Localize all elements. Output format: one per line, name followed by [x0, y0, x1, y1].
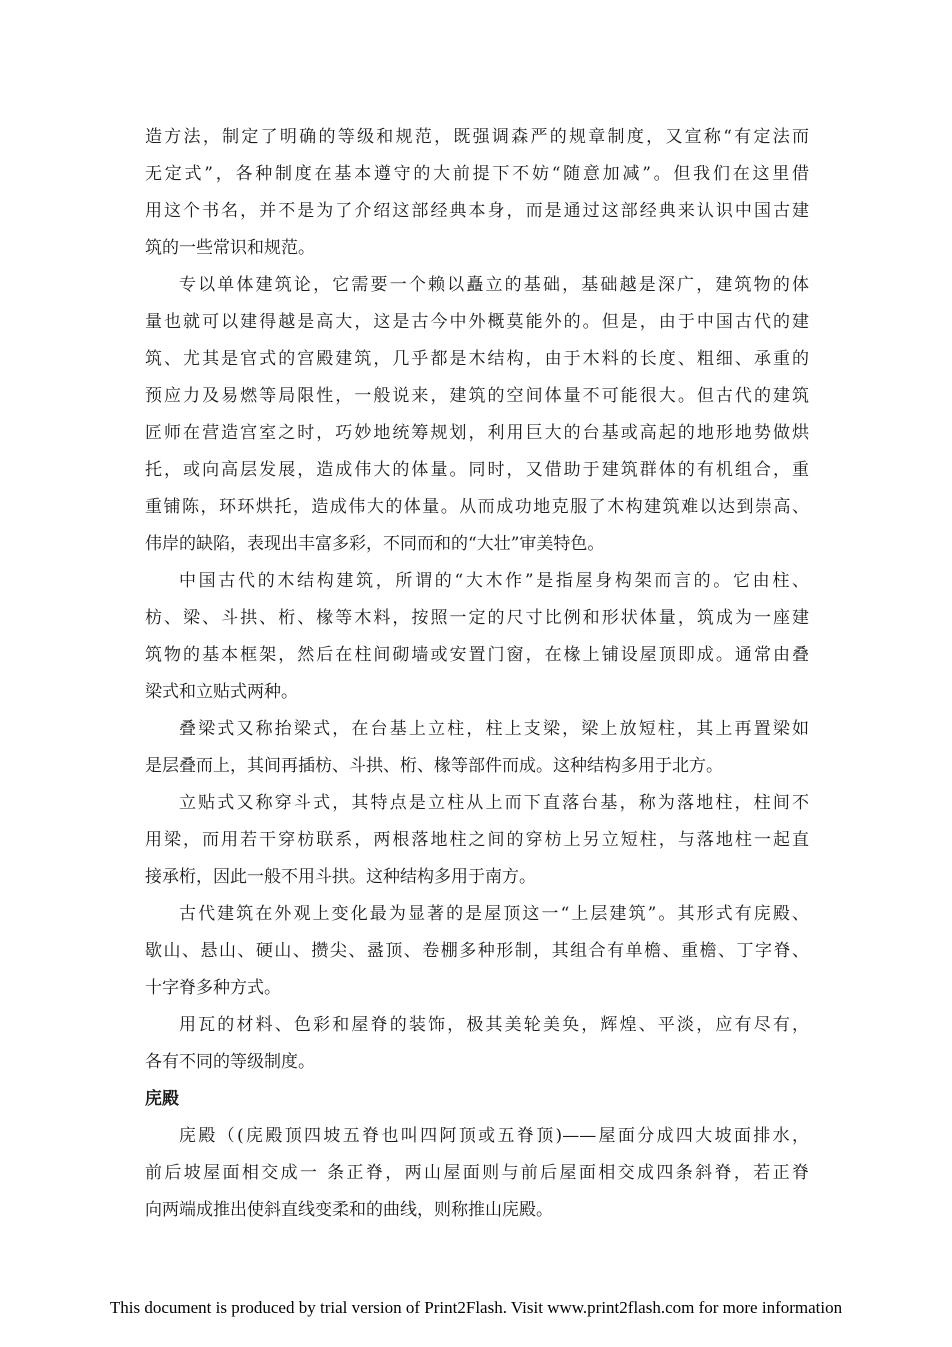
text-line: 前后坡屋面相交成一 条正脊，两山屋面则与前后屋面相交成四条斜脊，若正脊	[145, 1163, 809, 1183]
text-line: 筑的一些常识和规范。	[145, 238, 315, 258]
text-line: 梁式和立贴式两种。	[145, 682, 298, 702]
text-line: 伟岸的缺陷，表现出丰富多彩，不同而和的“大壮”审美特色。	[145, 534, 605, 554]
text-line: 用瓦的材料、色彩和屋脊的装饰，极其美轮美奂，辉煌、平淡，应有尽有，	[179, 1015, 809, 1035]
text-line: 歇山、悬山、硬山、攒尖、盝顶、卷棚多种形制，其组合有单檐、重檐、丁字脊、	[145, 941, 809, 961]
text-line: 托，或向高层发展，造成伟大的体量。同时，又借助于建筑群体的有机组合，重	[145, 460, 809, 480]
text-line: 专以单体建筑论，它需要一个赖以矗立的基础，基础越是深广，建筑物的体	[179, 275, 809, 295]
text-line: 向两端成推出使斜直线变柔和的曲线，则称推山庑殿。	[145, 1200, 553, 1220]
text-line: 中国古代的木结构建筑，所谓的“大木作”是指屋身构架而言的。它由柱、	[179, 571, 809, 591]
text-line: 古代建筑在外观上变化最为显著的是屋顶这一“上层建筑”。其形式有庑殿、	[179, 904, 809, 924]
text-line: 预应力及易燃等局限性，一般说来，建筑的空间体量不可能很大。但古代的建筑	[145, 386, 809, 406]
text-line: 用这个书名，并不是为了介绍这部经典本身，而是通过这部经典来认识中国古建	[145, 201, 809, 221]
text-line: 各有不同的等级制度。	[145, 1052, 315, 1072]
text-line: 量也就可以建得越是高大，这是古今中外概莫能外的。但是，由于中国古代的建	[145, 312, 809, 332]
text-line: 庑殿（(庑殿顶四坡五脊也叫四阿顶或五脊顶)——屋面分成四大坡面排水，	[179, 1126, 809, 1146]
text-line: 用梁，而用若干穿枋联系，两根落地柱之间的穿枋上另立短柱，与落地柱一起直	[145, 830, 809, 850]
trial-watermark-notice: This document is produced by trial version of Print2Flash. Visit www.print2flash.com for more information	[109, 1298, 843, 1317]
text-line: 匠师在营造宫室之时，巧妙地统筹规划，利用巨大的台基或高起的地形地势做烘	[145, 423, 809, 443]
text-line: 无定式”，各种制度在基本遵守的大前提下不妨“随意加减”。但我们在这里借	[145, 164, 809, 184]
text-line: 叠梁式又称抬梁式，在台基上立柱，柱上支梁，梁上放短柱，其上再置梁如	[179, 719, 809, 739]
text-line: 筑物的基本框架，然后在柱间砌墙或安置门窗，在椽上铺设屋顶即成。通常由叠	[145, 645, 809, 665]
text-line: 十字脊多种方式。	[145, 978, 281, 998]
text-line: 筑、尤其是官式的宫殿建筑，几乎都是木结构，由于木料的长度、粗细、承重的	[145, 349, 809, 369]
section-heading: 庑殿	[145, 1089, 179, 1109]
text-line: 接承桁，因此一般不用斗拱。这种结构多用于南方。	[145, 867, 536, 887]
text-line: 枋、梁、斗拱、桁、椽等木料，按照一定的尺寸比例和形状体量，筑成为一座建	[145, 608, 809, 628]
text-line: 是层叠而上，其间再插枋、斗拱、桁、椽等部件而成。这种结构多用于北方。	[145, 756, 723, 776]
body-text	[145, 119, 809, 1229]
text-line: 造方法，制定了明确的等级和规范，既强调森严的规章制度，又宣称“有定法而	[145, 127, 809, 147]
text-line: 重铺陈，环环烘托，造成伟大的体量。从而成功地克服了木构建筑难以达到崇高、	[145, 497, 809, 517]
text-line: 立贴式又称穿斗式，其特点是立柱从上而下直落台基，称为落地柱，柱间不	[179, 793, 809, 813]
